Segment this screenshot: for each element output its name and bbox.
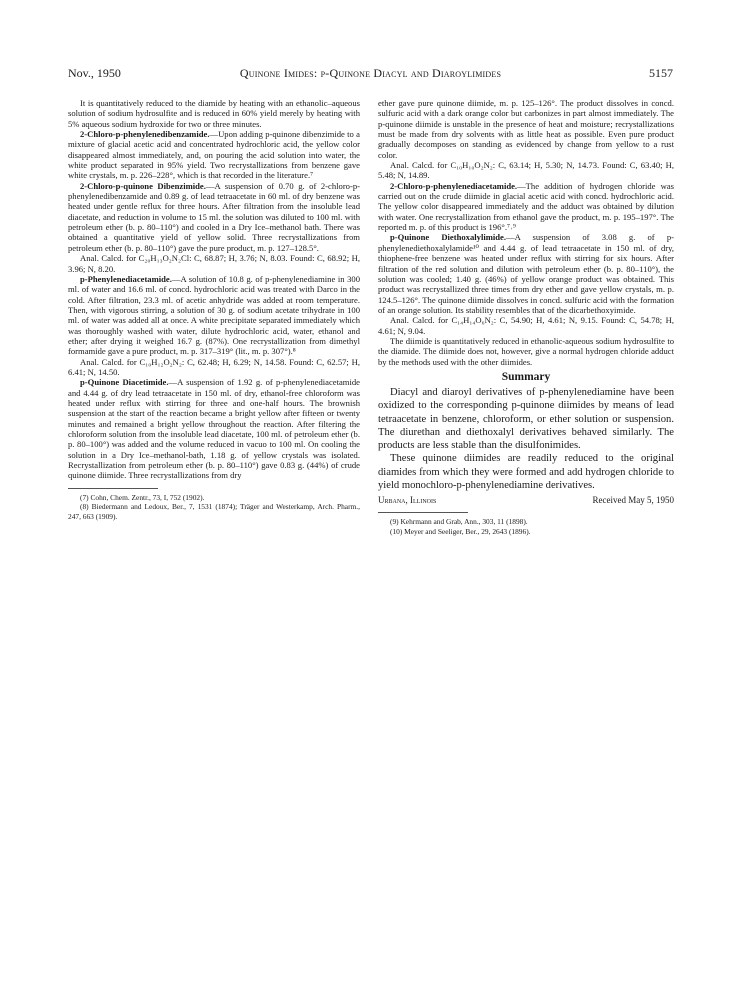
paragraph-text: —A suspension of 3.08 g. of p-phenylenediethoxalylamide¹⁰ and 4.44 g. of lead tetraacetate in 150 ml. of dry, thiophene-free benzene was heated under reflux with stirring for six hours. After filtration of the red solution and dilution with petroleum ether (b. p. 80–110°), the solution was cooled; 1.40 g. (46%) of yellow orange product was obtained. This product was recrystallized three times from dry ether and gave yellow crystals, m. p. 124.5–126°. The quinone diimide dissolves in concd. sulfuric acid with the formation of an orange solution. Its stability resembles that of the dicarbethoxyimide. bbox=[378, 232, 674, 315]
summary-paragraph: Diacyl and diaroyl derivatives of p-phenylenediamine have been oxidized to the corresponding p-quinone diimides by means of lead tetraacetate in benzene, chloroform, or ether solution or suspension. The diurethan and diethoxalyl derivatives behaved similarly. The products are less stable than the disulfonimides. bbox=[378, 387, 674, 452]
paragraph: The diimide is quantitatively reduced in ethanolic-aqueous sodium hydrosulfite to the diamide. The diimide does not, however, give a normal hydrogen chloride adduct by the methods used with the other diimides. bbox=[378, 335, 674, 367]
paragraph: ether gave pure quinone diimide, m. p. 125–126°. The product dissolves in concd. sulfuric acid with a dark orange color but carbonizes in part almost immediately. The p-quinone diimide is unstable in the presence of heat and moisture; recrystallizations must be made from dry solvents with as little heat as possible. Even pure product gradually decomposes on standing as evidenced by change from yellow to a rust color. bbox=[378, 98, 674, 160]
header-title: Quinone Imides: p-Quinone Diacyl and Diaroylimides bbox=[239, 66, 502, 80]
paragraph-text: —A suspension of 0.70 g. of 2-chloro-p-phenylenedibenzamide and 0.89 g. of lead tetraacetate in 60 ml. of dry benzene was heated under gentle reflux for three hours. After filtration from the insoluble lead diacetate, and reduction in volume to 15 ml. the solution was diluted to 100 ml. with petroleum ether (b. p. 80–110°) and cooled in a Dry Ice–methanol bath. There was obtained a quantitative yield of yellow solid. Three recrystallizations from petroleum ether (b. p. 80–110°) gave the pure product, m. p. 127–128.5°. bbox=[68, 180, 360, 253]
paragraph bbox=[68, 274, 360, 357]
paragraph-text: —Upon adding p-quinone dibenzimide to a mixture of glacial acetic acid and concentrated hydrochloric acid, the yellow color disappeared almost immediately, and, on pouring the acid solution into water, the white product separated in 95% yield. Two recrystallizations from benzene gave white crystals, m. p. 226–228°, which is that recorded in the literature.⁷ bbox=[68, 129, 360, 181]
received-date: Received May 5, 1950 bbox=[592, 494, 674, 505]
header-date: Nov., 1950 bbox=[68, 66, 121, 80]
paragraph bbox=[68, 377, 360, 480]
right-column bbox=[378, 98, 674, 536]
analysis-line: Anal. Calcd. for C₁₀H₁₂O₂N₂: C, 62.48; H, 6.29; N, 14.58. Found: C, 62.57; H, 6.41; N, 14.50. bbox=[68, 356, 360, 377]
section-title: p-Quinone Diacetimide. bbox=[80, 377, 169, 388]
running-header bbox=[68, 66, 673, 82]
affiliation-city: Urbana, Illinois bbox=[378, 494, 437, 505]
paragraph: It is quantitatively reduced to the diamide by heating with an ethanolic–aqueous solution of sodium hydrosulfite and is reduced in 60% yield merely by heating with 5% aqueous sodium hydroxide for two or three minutes. bbox=[68, 98, 360, 129]
footnote-rule bbox=[68, 488, 158, 489]
section-title: 2-Chloro-p-phenylenediacetamide. bbox=[390, 180, 518, 191]
summary-text bbox=[378, 386, 674, 492]
paragraph bbox=[378, 181, 674, 233]
footnote-rule bbox=[378, 512, 468, 513]
paragraph-text: —A suspension of 1.92 g. of p-phenylenediacetamide and 4.44 g. of dry lead tetraacetate in 150 ml. of dry, ethanol-free chloroform was heated under reflux with stirring for three and one-half hours. The brownish suspension at the start of the reaction became a bright yellow after fifteen or twenty minutes and remained a bright yellow throughout the reaction. After filtering the chloroform solution from the insoluble lead diacetate, 100 ml. of petroleum ether (b. p. 80–100°) was added and the volume reduced in vacuo to 100 ml. On cooling the solution in a Dry Ice–methanol-bath, 1.18 g. of yellow crystals was isolated. Recrystallization from petroleum ether (b. p. 80–110°) gave 0.83 g. (44%) of crude quinone diimide. Three recrystallizations from dry bbox=[68, 377, 360, 481]
section-title: 2-Chloro-p-quinone Dibenzimide. bbox=[80, 180, 206, 191]
footnote: (9) Kehrmann and Grab, Ann., 303, 11 (1898). bbox=[390, 517, 528, 527]
footnote: (8) Biedermann and Ledoux, Ber., 7, 1531 (1874); Träger and Westerkamp, Arch. Pharm., 247, 663 (1909). bbox=[68, 502, 360, 521]
paragraph bbox=[378, 232, 674, 315]
paragraph-text: —The addition of hydrogen chloride was carried out on the crude diimide in glacial acetic acid with concd. hydrochloric acid. The yellow color disappeared immediately and the adduct was obtained by dilution with water. One recrystallization from ethanol gave the product, m. p. 195–197°. The reported m. p. of this product is 196°.⁷˒⁹ bbox=[378, 180, 674, 233]
section-title: p-Phenylenediacetamide. bbox=[80, 273, 172, 284]
analysis-line: Anal. Calcd. for C₂₀H₁₃O₂N₂Cl: C, 68.87; H, 3.76; N, 8.03. Found: C, 68.92; H, 3.96; N, 8.20. bbox=[68, 253, 360, 274]
analysis-line: Anal. Calcd. for C₁₄H₁₄O₆N₂: C, 54.90; H, 4.61; N, 9.15. Found: C, 54.78; H, 4.61; N, 9.04. bbox=[378, 315, 674, 336]
section-title: p-Quinone Diethoxalylimide. bbox=[390, 232, 507, 243]
page-number: 5157 bbox=[649, 66, 673, 80]
summary-paragraph: These quinone diimides are readily reduced to the original diamides from which they were formed and add hydrogen chloride to yield monochloro-p-phenylenediamine derivatives. bbox=[378, 453, 674, 491]
summary-heading: Summary bbox=[501, 370, 551, 383]
footnote: (7) Cohn, Chem. Zentr., 73, I, 752 (1902). bbox=[80, 492, 205, 502]
analysis-line: Anal. Calcd. for C₁₀H₁₀O₂N₂: C, 63.14; H, 5.30; N, 14.73. Found: C, 63.40; H, 5.48; N, 14.89. bbox=[378, 160, 674, 181]
paragraph-text: —A solution of 10.8 g. of p-phenylenediamine in 300 ml. of water and 16.6 ml. of concd. hydrochloric acid was treated with Darco in the cold. After filtration, 23.3 ml. of acetic anhydride was added at room temperature. Then, with vigorous stirring, a solution of 30 g. of sodium acetate trihydrate in 100 ml. of water was added all at once. A white precipitate separated immediately which was thoroughly washed with water, dilute hydrochloric acid, water, ethanol and ether; after drying it weighed 16.7 g. (87%). One recrystallization from dimethyl formamide gave a pure product, m. p. 317–319° (lit., m. p. 307°).⁸ bbox=[68, 273, 360, 357]
footnote: (10) Meyer and Seeliger, Ber., 29, 2643 (1896). bbox=[390, 526, 531, 536]
left-column bbox=[68, 98, 360, 521]
section-title: 2-Chloro-p-phenylenedibenzamide. bbox=[80, 129, 210, 140]
signature-line bbox=[378, 495, 674, 505]
paragraph bbox=[68, 181, 360, 253]
paragraph bbox=[68, 129, 360, 181]
